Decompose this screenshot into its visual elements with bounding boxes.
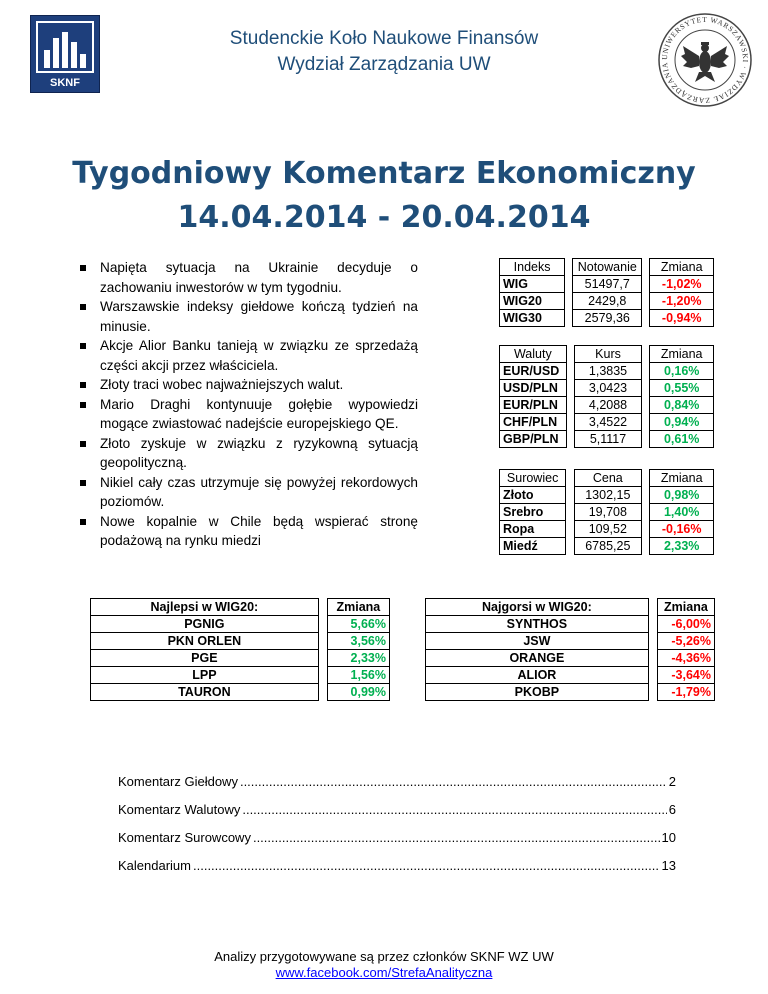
company-name: PKN ORLEN [91,633,319,650]
currency-change: 0,84% [650,397,714,414]
commodity-name: Srebro [500,504,566,521]
company-change: 5,66% [327,616,389,633]
toc-page: 13 [661,858,676,873]
currency-pair: CHF/PLN [500,414,567,431]
table-row [500,487,714,504]
title-date-range: 14.04.2014 - 20.04.2014 [177,200,591,235]
commodity-name: Złoto [500,487,566,504]
index-value: 51497,7 [573,276,642,293]
company-name: ORANGE [426,650,649,667]
indices-table [499,258,714,327]
currency-change: 0,61% [650,431,714,448]
header-line-2: Wydział Zarządzania UW [277,54,491,75]
col-header-currency: Waluty [500,346,567,363]
currency-rate: 3,0423 [575,380,642,397]
index-value: 2429,8 [573,293,642,310]
table-row [91,667,390,684]
commodity-change: 1,40% [650,504,714,521]
table-row [500,276,714,293]
company-name: SYNTHOS [426,616,649,633]
table-row [500,414,714,431]
toc-entry-stock[interactable] [118,771,676,793]
title-line-1: Tygodniowy Komentarz Ekonomiczny [72,156,696,191]
table-row [500,538,714,555]
toc-label: Komentarz Surowcowy [118,830,251,845]
col-header-change: Zmiana [650,346,714,363]
currency-change: 0,94% [650,414,714,431]
sknf-logo [30,15,100,93]
table-of-contents [118,771,676,883]
footer-credit: Analizy przygotowywane są przez członków SKNF WZ UW [214,949,554,964]
currency-rate: 4,2088 [575,397,642,414]
list-item: Złoty traci wobec najważniejszych walut. [78,375,418,395]
worst-wig20-table [425,598,715,701]
seal-text: UNIWERSYTET WARSZAWSKI · WYDZIAŁ ZARZĄDZANIA [659,14,751,106]
table-header-row [500,259,714,276]
currency-change: 0,55% [650,380,714,397]
toc-entry-calendar[interactable] [118,855,676,877]
university-seal [655,10,755,110]
table-row [426,616,715,633]
col-header-change: Zmiana [327,599,389,616]
list-item: Nowe kopalnie w Chile będą wspierać stronę podażową na rynku miedzi [78,512,418,551]
list-item: Mario Draghi kontynuuje gołębie wypowiedzi mogące zwiastować nadejście europejskiego QE. [78,395,418,434]
table-row [500,521,714,538]
header-line-1: Studenckie Koło Naukowe Finansów [229,28,539,49]
commodity-price: 6785,25 [574,538,642,555]
company-change: -4,36% [657,650,714,667]
company-change: 1,56% [327,667,389,684]
index-value: 2579,36 [573,310,642,327]
currency-pair: EUR/PLN [500,397,567,414]
table-row [91,633,390,650]
company-change: -5,26% [657,633,714,650]
currency-pair: GBP/PLN [500,431,567,448]
toc-entry-commodity[interactable] [118,827,676,849]
commodity-change: 2,33% [650,538,714,555]
col-header-worst: Najgorsi w WIG20: [426,599,649,616]
table-row [500,380,714,397]
header-organization [170,26,598,78]
table-row [500,397,714,414]
company-name: LPP [91,667,319,684]
logo-text: SKNF [50,77,80,89]
table-row [426,650,715,667]
index-change: -1,20% [650,293,714,310]
company-name: TAURON [91,684,319,701]
table-row [91,650,390,667]
index-name: WIG [500,276,565,293]
col-header-quote: Notowanie [573,259,642,276]
company-change: 0,99% [327,684,389,701]
commodity-price: 1302,15 [574,487,642,504]
table-row [91,684,390,701]
col-header-rate: Kurs [575,346,642,363]
company-name: ALIOR [426,667,649,684]
commodity-name: Ropa [500,521,566,538]
col-header-commodity: Surowiec [500,470,566,487]
list-item: Napięta sytuacja na Ukrainie decyduje o zachowaniu inwestorów w tym tygodniu. [78,258,418,297]
index-change: -0,94% [650,310,714,327]
page-footer [0,949,768,981]
table-row [426,667,715,684]
company-name: PGNIG [91,616,319,633]
facebook-link[interactable]: www.facebook.com/StrefaAnalityczna [275,965,493,980]
table-row [426,633,715,650]
index-name: WIG20 [500,293,565,310]
table-header-row [500,346,714,363]
toc-leader [253,827,660,849]
index-change: -1,02% [650,276,714,293]
toc-label: Komentarz Walutowy [118,802,241,817]
table-row [500,504,714,521]
table-row [91,616,390,633]
toc-page: 6 [668,802,676,817]
toc-page: 2 [668,774,676,789]
table-header-row [91,599,390,616]
toc-leader [193,855,660,877]
table-row [500,310,714,327]
index-name: WIG30 [500,310,565,327]
table-row [500,431,714,448]
currency-rate: 1,3835 [575,363,642,380]
commodity-change: -0,16% [650,521,714,538]
col-header-best: Najlepsi w WIG20: [91,599,319,616]
company-change: -3,64% [657,667,714,684]
toc-label: Komentarz Giełdowy [118,774,238,789]
list-item: Nikiel cały czas utrzymuje się powyżej rekordowych poziomów. [78,473,418,512]
table-header-row [500,470,714,487]
highlights-list [78,258,418,551]
page-title [0,152,768,240]
commodity-name: Miedź [500,538,566,555]
col-header-change: Zmiana [650,259,714,276]
company-name: JSW [426,633,649,650]
company-change: 2,33% [327,650,389,667]
company-change: 3,56% [327,633,389,650]
company-change: -6,00% [657,616,714,633]
table-row [500,293,714,310]
col-header-change: Zmiana [650,470,714,487]
company-change: -1,79% [657,684,714,701]
col-header-index: Indeks [500,259,565,276]
toc-entry-currency[interactable] [118,799,676,821]
list-item: Akcje Alior Banku tanieją w związku ze sprzedażą części akcji przez właściciela. [78,336,418,375]
toc-label: Kalendarium [118,858,191,873]
company-name: PGE [91,650,319,667]
table-row [500,363,714,380]
col-header-change: Zmiana [657,599,714,616]
commodity-change: 0,98% [650,487,714,504]
list-item: Złoto zyskuje w związku z ryzykowną sytuacją geopolityczną. [78,434,418,473]
currency-change: 0,16% [650,363,714,380]
currencies-table [499,345,714,448]
toc-leader [240,771,667,793]
toc-leader [242,799,666,821]
currency-pair: USD/PLN [500,380,567,397]
commodity-price: 109,52 [574,521,642,538]
best-wig20-table [90,598,390,701]
col-header-price: Cena [574,470,642,487]
currency-pair: EUR/USD [500,363,567,380]
list-item: Warszawskie indeksy giełdowe kończą tydzień na minusie. [78,297,418,336]
company-name: PKOBP [426,684,649,701]
table-header-row [426,599,715,616]
table-row [426,684,715,701]
currency-rate: 3,4522 [575,414,642,431]
commodity-price: 19,708 [574,504,642,521]
currency-rate: 5,1117 [575,431,642,448]
commodities-table [499,469,714,555]
toc-page: 10 [661,830,676,845]
